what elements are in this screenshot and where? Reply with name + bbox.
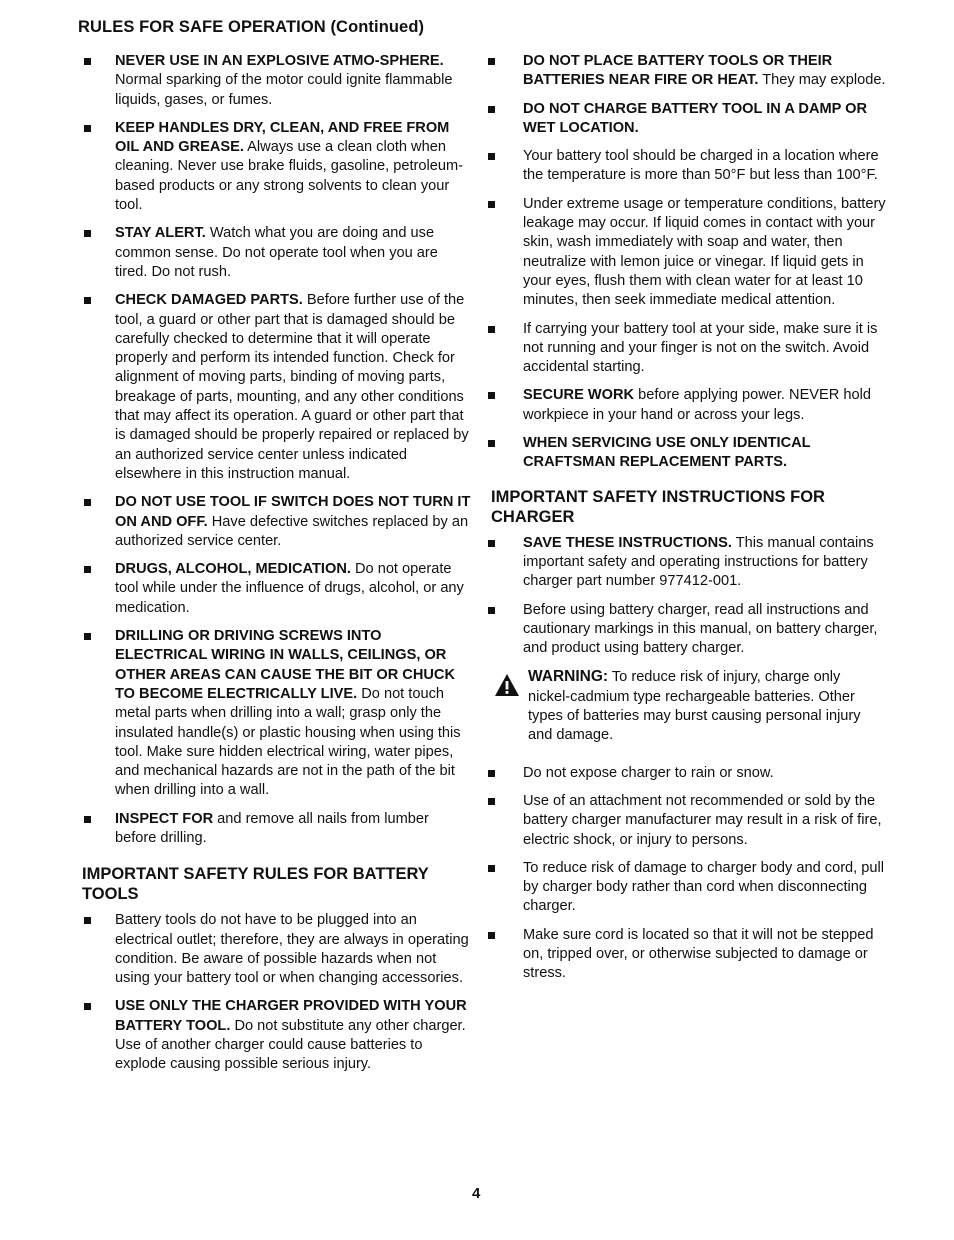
item-text: Use of an attachment not recommended or sold by the battery charger manufacturer may result in a risk of fire, electric shock, or injury to persons. xyxy=(523,792,882,848)
square-bullet-icon xyxy=(84,566,91,573)
item-lead: STAY ALERT. xyxy=(115,225,206,242)
list-item xyxy=(486,434,886,473)
item-lead: DO NOT CHARGE BATTERY TOOL IN A DAMP OR WET LOCATION. xyxy=(523,100,868,136)
square-bullet-icon xyxy=(488,865,495,872)
item-text: Your battery tool should be charged in a location where the temperature is more than 50°F but less than 100°F. xyxy=(523,148,879,184)
item-lead: KEEP HANDLES DRY, CLEAN, AND FREE FROM OIL AND GREASE. xyxy=(115,119,450,156)
square-bullet-icon xyxy=(488,58,495,65)
square-bullet-icon xyxy=(84,230,91,237)
item-lead: USE ONLY THE CHARGER PROVIDED WITH YOUR BATTERY TOOL. xyxy=(115,998,467,1034)
square-bullet-icon xyxy=(488,201,495,208)
item-lead: SAVE THESE INSTRUCTIONS. xyxy=(523,534,732,551)
square-bullet-icon xyxy=(488,106,495,113)
list-item xyxy=(486,859,886,917)
item-text: Do not operate tool while under the influence of drugs, alcohol, or any medication. xyxy=(115,561,464,616)
item-text: Have defective switches replaced by an authorized service center. xyxy=(115,513,469,549)
right-column xyxy=(486,52,886,993)
list-item xyxy=(486,52,886,91)
list-item xyxy=(82,997,472,1074)
charger-rules-list xyxy=(486,534,886,659)
battery-tools-heading: IMPORTANT SAFETY RULES FOR BATTERY TOOLS xyxy=(82,865,429,904)
battery-rules-list xyxy=(82,911,472,1074)
item-text: This manual contains important safety and operating instructions for battery charger part number 977412-001. xyxy=(523,534,874,590)
square-bullet-icon xyxy=(488,392,495,399)
item-text: Do not expose charger to rain or snow. xyxy=(523,764,774,781)
general-rules-list xyxy=(82,52,472,848)
list-item xyxy=(82,493,472,551)
item-lead: SECURE WORK xyxy=(523,387,635,404)
warning-notice xyxy=(486,667,886,745)
item-text: Make sure cord is located so that it will not be stepped on, tripped over, or otherwise subjected to damage or stress. xyxy=(523,926,874,982)
list-item xyxy=(486,195,886,311)
square-bullet-icon xyxy=(488,607,495,614)
item-text: Before using battery charger, read all instructions and cautionary markings in this manual, on battery charger, and product using battery charger. xyxy=(523,601,878,657)
item-text: before applying power. NEVER hold workpiece in your hand or across your legs. xyxy=(523,387,871,423)
page-number: 4 xyxy=(472,1185,481,1202)
page-title: RULES FOR SAFE OPERATION (Continued) xyxy=(78,18,425,36)
item-lead: NEVER USE IN AN EXPLOSIVE ATMO-SPHERE. xyxy=(115,53,444,69)
square-bullet-icon xyxy=(84,1003,91,1010)
item-lead: WHEN SERVICING USE ONLY IDENTICAL CRAFTSMAN REPLACEMENT PARTS. xyxy=(523,435,811,471)
item-text: Battery tools do not have to be plugged into an electrical outlet; therefore, they are always in operating condition. Be aware of possible hazards when not using your battery tool or when changing accessories. xyxy=(115,912,469,987)
list-item xyxy=(486,926,886,984)
item-lead: DRUGS, ALCOHOL, MEDICATION. xyxy=(115,561,351,578)
item-text: Normal sparking of the motor could ignite flammable liquids, gases, or fumes. xyxy=(115,72,453,108)
square-bullet-icon xyxy=(84,499,91,506)
list-item xyxy=(486,386,886,425)
warning-label: WARNING: xyxy=(528,668,609,686)
item-text: Watch what you are doing and use common sense. Do not operate tool when you are tired. Do not rush. xyxy=(115,225,438,280)
square-bullet-icon xyxy=(488,326,495,333)
square-bullet-icon xyxy=(84,125,91,132)
charger-heading: IMPORTANT SAFETY INSTRUCTIONS FOR CHARGER xyxy=(491,487,825,526)
warning-text: To reduce risk of injury, charge only nickel-cadmium type rechargeable batteries. Other types of batteries may burst causing personal injury and damage. xyxy=(528,669,861,744)
list-item xyxy=(486,100,886,139)
charger-rules-list-continued xyxy=(486,764,886,984)
list-item xyxy=(82,119,472,215)
list-item xyxy=(486,534,886,592)
item-text: Do not substitute any other charger. Use of another charger could cause batteries to explode causing possible serious injury. xyxy=(115,1017,466,1073)
square-bullet-icon xyxy=(84,816,91,823)
list-item xyxy=(486,320,886,378)
item-lead: DO NOT USE TOOL IF SWITCH DOES NOT TURN IT ON AND OFF. xyxy=(115,494,471,530)
square-bullet-icon xyxy=(488,440,495,447)
list-item xyxy=(82,52,472,110)
list-item xyxy=(82,224,472,282)
square-bullet-icon xyxy=(488,770,495,777)
list-item xyxy=(486,764,886,783)
square-bullet-icon xyxy=(84,297,91,304)
square-bullet-icon xyxy=(84,633,91,640)
item-lead: DRILLING OR DRIVING SCREWS INTO ELECTRICAL WIRING IN WALLS, CEILINGS, OR OTHER AREAS CAN CAUSE THE BIT OR CHUCK TO BECOME ELECTRICALLY LIVE. xyxy=(115,628,455,702)
list-item xyxy=(82,627,472,801)
warning-triangle-icon xyxy=(494,673,520,697)
square-bullet-icon xyxy=(488,798,495,805)
item-lead: INSPECT FOR xyxy=(115,810,214,827)
item-text: Always use a clean cloth when cleaning. Never use brake fluids, gasoline, petroleum-based products or any strong solvents to clean your tool. xyxy=(115,139,464,214)
square-bullet-icon xyxy=(488,153,495,160)
left-column xyxy=(82,52,472,1084)
item-lead: CHECK DAMAGED PARTS. xyxy=(115,292,303,309)
item-text: Before further use of the tool, a guard or other part that is damaged should be carefully checked to determine that it will operate properly and perform its intended function. Check for alignment of moving parts, binding of moving parts, breakage of parts, mounting, and any other conditions that may affect its operation. A guard or other part that is damaged should be properly repaired or replaced by an authorized service center unless indicated elsewhere in this instruction manual. xyxy=(115,292,469,482)
list-item xyxy=(82,911,472,988)
list-item xyxy=(82,560,472,618)
item-text: They may explode. xyxy=(758,72,886,89)
item-text: and remove all nails from lumber before drilling. xyxy=(115,810,429,846)
list-item xyxy=(82,291,472,484)
item-text: Do not touch metal parts when drilling into a wall; grasp only the insulated handle(s) or plastic housing when using this tool. Make sure hidden electrical wiring, water pipes, and mechanical hazards are not in the path of the bit when drilling into a wall. xyxy=(115,685,461,799)
square-bullet-icon xyxy=(84,917,91,924)
square-bullet-icon xyxy=(488,932,495,939)
list-item xyxy=(486,601,886,659)
item-text: Under extreme usage or temperature conditions, battery leakage may occur. If liquid comes in contact with your skin, wash immediately with soap and water, then neutralize with lemon juice or vinegar. If liquid gets in your eyes, flush them with clean water for at least 10 minutes, then seek immediate medical attention. xyxy=(523,195,886,309)
item-text: If carrying your battery tool at your side, make sure it is not running and your finger is not on the switch. Avoid accidental starting. xyxy=(523,320,878,376)
square-bullet-icon xyxy=(84,58,91,65)
list-item xyxy=(486,147,886,186)
square-bullet-icon xyxy=(488,540,495,547)
item-text: To reduce risk of damage to charger body and cord, pull by charger body rather than cord when disconnecting charger. xyxy=(523,859,884,915)
list-item xyxy=(486,792,886,850)
item-lead: DO NOT PLACE BATTERY TOOLS OR THEIR BATTERIES NEAR FIRE OR HEAT. xyxy=(523,53,833,89)
battery-rules-continued-list xyxy=(486,52,886,473)
list-item xyxy=(82,810,472,849)
